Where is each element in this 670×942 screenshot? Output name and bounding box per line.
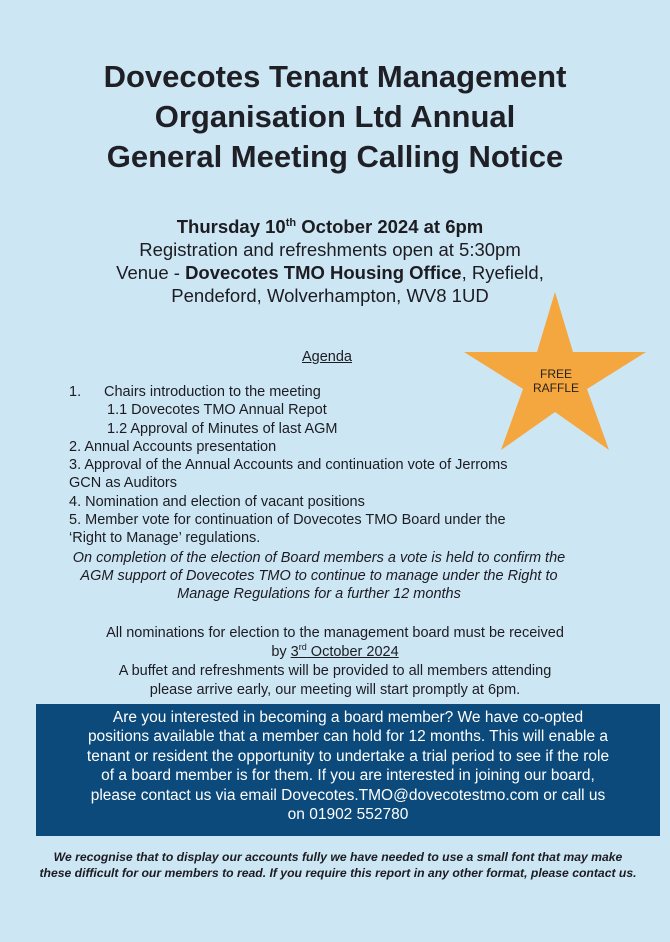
banner-line-4: of a board member is for them. If you are interested in joining our board, [101, 767, 595, 785]
agenda-item-5-line-1: 5. Member vote for continuation of Dovecotes TMO Board under the [69, 512, 506, 529]
banner-line-1: Are you interested in becoming a board member? We have co-opted [112, 709, 584, 726]
agenda-item-3-line-2: GCN as Auditors [69, 475, 177, 492]
buffet-line-1: A buffet and refreshments will be provided to all members attending [118, 663, 552, 679]
event-registration: Registration and refreshments open at 5:30pm [139, 239, 521, 260]
agenda-item-2: 2. Annual Accounts presentation [69, 438, 277, 455]
event-venue [60, 261, 600, 284]
agenda-item-1 [69, 383, 589, 401]
agenda-item-1-number: 1. [69, 384, 82, 400]
banner-line-3: tenant or resident the opportunity to undertake a trial period to see if the role [86, 747, 610, 765]
agenda-item-3-line-1: 3. Approval of the Annual Accounts and continuation vote of Jerroms [69, 457, 508, 474]
nominations-notice [40, 624, 630, 700]
venue-prefix: Venue - [116, 262, 186, 283]
agenda-item-5-line-2: ‘Right to Manage’ regulations. [69, 530, 261, 547]
banner-line-5: please contact us via email Dovecotes.TMO@dovecotestmo.com or call us [90, 786, 606, 804]
deadline-by: by [271, 644, 291, 660]
title-line-1: Dovecotes Tenant Management [103, 59, 567, 94]
board-member-banner [36, 704, 660, 836]
nominations-line-1: All nominations for election to the management board must be received [106, 625, 564, 641]
raffle-line-1: FREE [539, 367, 572, 381]
deadline-day: 3 [290, 644, 299, 660]
event-address: Pendeford, Wolverhampton, WV8 1UD [171, 285, 489, 306]
agenda-list [69, 383, 589, 604]
agenda-note: On completion of the election of Board members a vote is held to confirm the AGM support of Dovecotes TMO to continue to manage under the Right to Manage Regulations for a further 12 months [72, 549, 566, 603]
nominations-deadline [40, 643, 630, 662]
title-line-2: Organisation Ltd Annual [154, 99, 516, 134]
disclaimer: We recognise that to display our accounts fully we have needed to use a small font that may make these difficult for our members to read. If you require this report in any other format, please contact us. [39, 850, 637, 880]
banner-line-6: on 01902 552780 [287, 806, 409, 824]
raffle-line-2: RAFFLE [532, 381, 579, 395]
buffet-line-2: please arrive early, our meeting will start promptly at 6pm. [149, 682, 521, 698]
event-date-sup: th [285, 216, 297, 229]
deadline-date [291, 644, 399, 660]
event-date-suffix: October 2024 at 6pm [296, 216, 484, 237]
venue-rest: , Ryefield, [461, 262, 544, 283]
venue-name: Dovecotes TMO Housing Office [185, 262, 462, 283]
event-date-prefix: Thursday 10 [176, 216, 286, 237]
banner-line-2: positions available that a member can hold for 12 months. This will enable a [87, 728, 609, 746]
deadline-sup: rd [298, 642, 307, 653]
agenda-item-1-1: 1.1 Dovecotes TMO Annual Repot [107, 402, 327, 419]
agenda-item-4: 4. Nomination and election of vacant positions [69, 493, 365, 510]
agenda-item-1-text: Chairs introduction to the meeting [104, 384, 321, 400]
deadline-rest: October 2024 [306, 644, 399, 660]
event-date [60, 215, 600, 238]
title-line-3: General Meeting Calling Notice [106, 139, 564, 174]
page-title [20, 57, 650, 177]
agenda-item-1-2: 1.2 Approval of Minutes of last AGM [107, 420, 338, 437]
agenda-heading: Agenda [302, 349, 352, 365]
